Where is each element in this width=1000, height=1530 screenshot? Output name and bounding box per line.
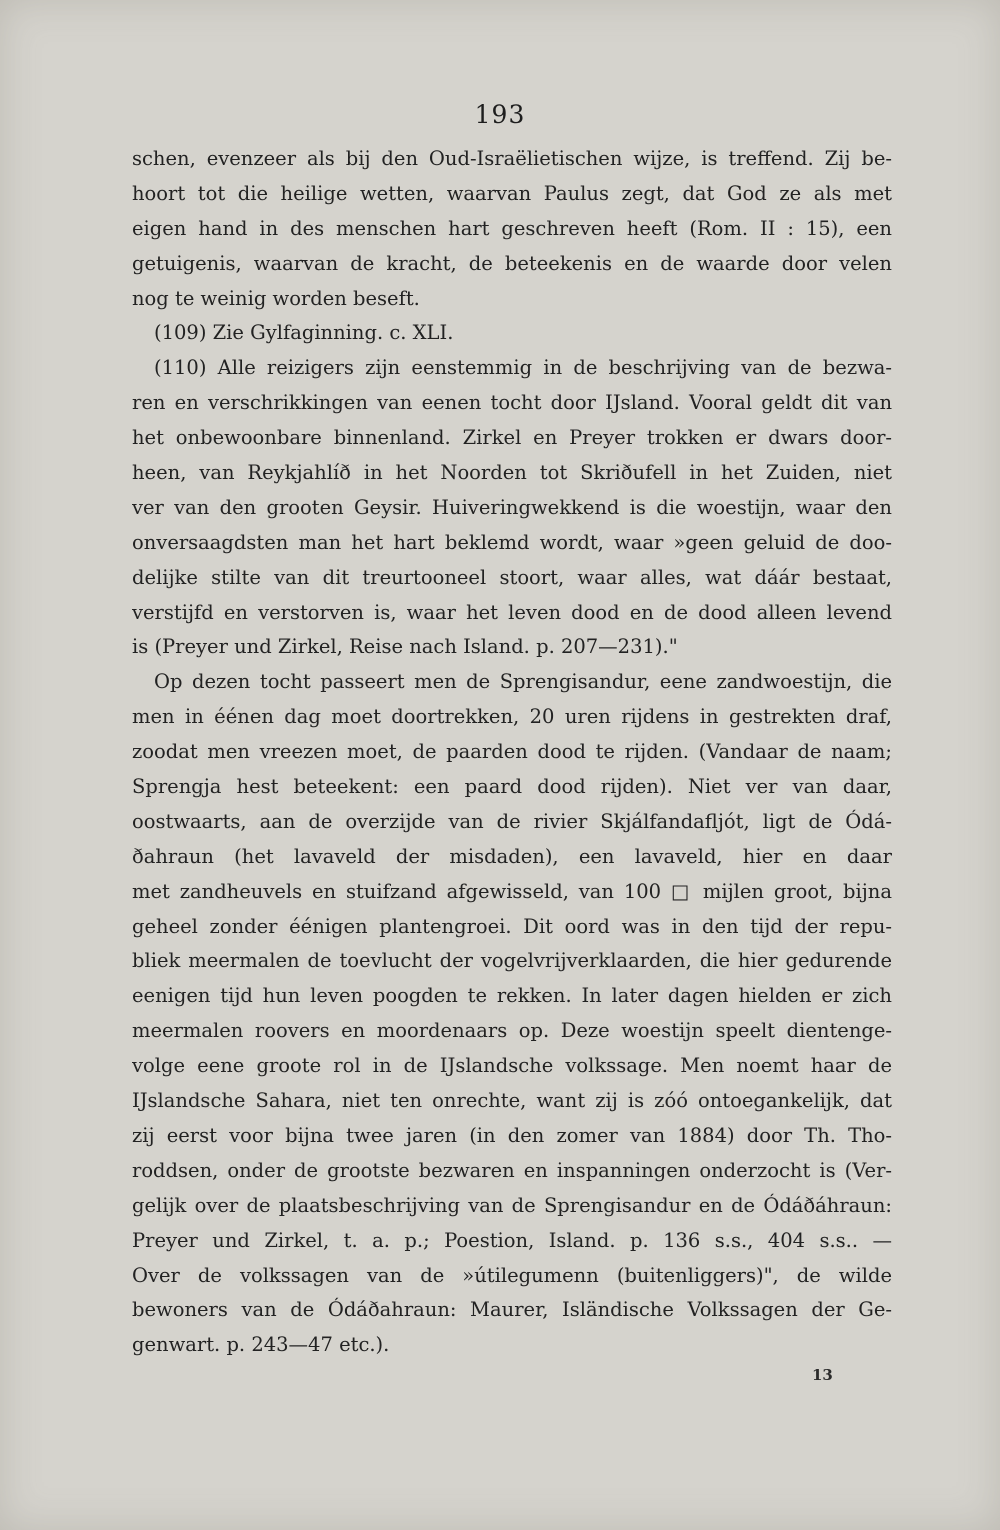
text-line: oostwaarts, aan de overzijde van de rivier Skjálfandafljót, ligt de Ódá- (132, 809, 892, 833)
text-line: volge eene groote rol in de IJslandsche volkssage. Men noemt haar de (132, 1054, 892, 1078)
text-line: zij eerst voor bijna twee jaren (in den zomer van 1884) door Th. Tho- (132, 1123, 892, 1147)
text-line: gelijk over de plaatsbeschrijving van de Sprengisandur en de Ódáðáhraun: (132, 1193, 892, 1217)
text-line: roddsen, onder de grootste bezwaren en inspanningen onderzocht is (Ver- (132, 1158, 892, 1182)
paragraph-start: Op dezen tocht passeert men de Sprengisandur, eene zandwoestijn, die (154, 670, 892, 694)
text-line: eenigen tijd hun leven poogden te rekken. In later dagen hielden er zich (132, 984, 892, 1008)
text-body (132, 142, 892, 1363)
text-line: onversaagdsten man het hart beklemd wordt, waar »geen geluid de doo- (132, 530, 892, 554)
text-line: Sprengja hest beteekent: een paard dood rijden). Niet ver van daar, (132, 775, 892, 799)
page-number: 193 (474, 100, 526, 129)
text-line: verstijfd en verstorven is, waar het leven dood en de dood alleen levend (132, 600, 892, 624)
text-line: hoort tot die heilige wetten, waarvan Paulus zegt, dat God ze als met (132, 181, 892, 205)
text-line: eigen hand in des menschen hart geschreven heeft (Rom. II : 15), een (132, 216, 892, 240)
text-line: heen, van Reykjahlíð in het Noorden tot Skriðufell in het Zuiden, niet (132, 461, 892, 485)
text-line: Over de volkssagen van de »útilegumenn (buitenliggers)", de wilde (132, 1263, 892, 1287)
text-line: is (Preyer und Zirkel, Reise nach Island. p. 207—231)." (132, 635, 678, 659)
text-line: het onbewoonbare binnenland. Zirkel en Preyer trokken er dwars door- (132, 426, 892, 450)
text-line: geheel zonder éénigen plantengroei. Dit oord was in den tijd der repu- (132, 914, 892, 938)
text-line: genwart. p. 243—47 etc.). (132, 1333, 390, 1357)
text-line: zoodat men vreezen moet, de paarden dood te rijden. (Vandaar de naam; (132, 740, 892, 764)
text-line: ðahraun (het lavaveld der misdaden), een lavaveld, hier en daar (132, 844, 892, 868)
text-line: getuigenis, waarvan de kracht, de beteekenis en de waarde door velen (132, 251, 892, 275)
note-110: (110) Alle reizigers zijn eenstemmig in de beschrijving van de bezwa- (154, 356, 892, 380)
text-line: met zandheuvels en stuifzand afgewisseld, van 100 □ mijlen groot, bijna (132, 879, 892, 903)
text-line: meermalen roovers en moordenaars op. Deze woestijn speelt dientenge- (132, 1019, 892, 1043)
text-line: men in éénen dag moet doortrekken, 20 uren rijdens in gestrekten draf, (132, 705, 892, 729)
text-line: ren en verschrikkingen van eenen tocht door IJsland. Vooral geldt dit van (132, 391, 892, 415)
text-line: bewoners van de Ódáðahraun: Maurer, Isländische Volkssagen der Ge- (132, 1298, 892, 1322)
note-109: (109) Zie Gylfaginning. c. XLI. (154, 321, 454, 345)
text-line: Preyer und Zirkel, t. a. p.; Poestion, Island. p. 136 s.s., 404 s.s.. — (132, 1228, 892, 1252)
text-line: bliek meermalen de toevlucht der vogelvrijverklaarden, die hier gedurende (132, 949, 892, 973)
text-line: nog te weinig worden beseft. (132, 286, 420, 310)
text-line: ver van den grooten Geysir. Huiveringwekkend is die woestijn, waar den (132, 495, 892, 519)
signature-mark: 13 (812, 1366, 833, 1384)
text-line: IJslandsche Sahara, niet ten onrechte, want zij is zóó ontoegankelijk, dat (132, 1089, 892, 1113)
text-line: schen, evenzeer als bij den Oud-Israëlietischen wijze, is treffend. Zij be- (132, 147, 892, 170)
text-line: delijke stilte van dit treurtooneel stoort, waar alles, wat dáár bestaat, (132, 565, 892, 589)
